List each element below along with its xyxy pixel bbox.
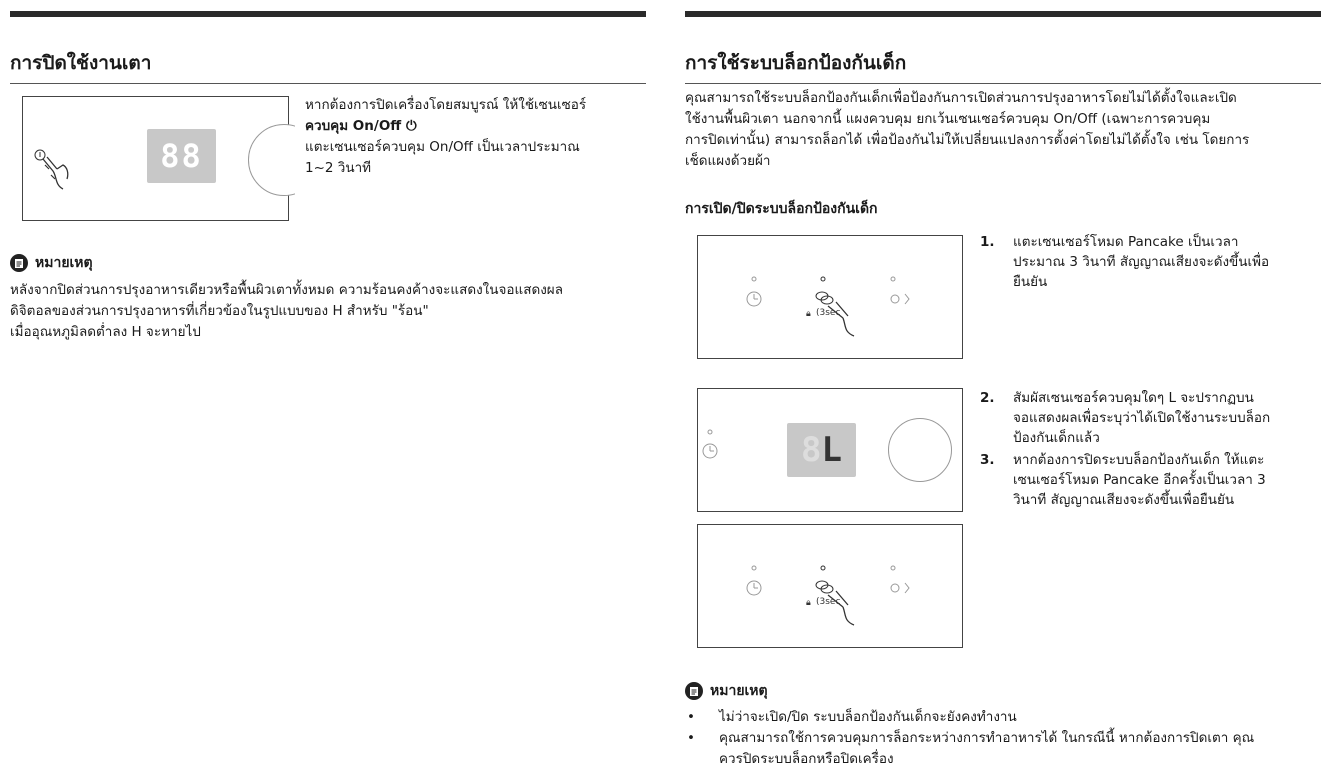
- cooktop-panel-illustration: [22, 96, 289, 221]
- control-knob: [888, 418, 952, 482]
- note-icon: [685, 682, 703, 700]
- step-3: 3. หากต้องการปิดระบบล็อกป้องกันเด็ก ให้แตะ เซนเซอร์โหมด Pancake อีกครั้งเป็นเวลา 3 วินาที สัญญาณเสียงจะดังขึ้นเพื่อยืนยัน: [980, 452, 1266, 508]
- note-line: เมื่ออุณหภูมิลดต่ำลง H จะหายไป: [10, 324, 201, 340]
- note-line: หลังจากปิดส่วนการปรุงอาหารเดียวหรือพื้นผิวเตาทั้งหมด ความร้อนคงค้างจะแสดงในจอแสดงผล: [10, 282, 563, 298]
- note-title: หมายเหตุ: [710, 683, 768, 699]
- timer-icon: [702, 429, 722, 465]
- instruction-line-1: หากต้องการปิดเครื่องโดยสมบูรณ์ ให้ใช้เซนเซอร์: [305, 97, 587, 113]
- digit-display: 88: [147, 129, 216, 183]
- control-panel-illustration-1: [697, 235, 963, 359]
- note-title: หมายเหตุ: [35, 255, 93, 271]
- instruction-line-3: แตะเซนเซอร์ควบคุม On/Off เป็นเวลาประมาณ: [305, 139, 580, 155]
- intro-line: เช็ดแผงด้วยผ้า: [685, 153, 771, 169]
- control-panel-illustration-2: [697, 388, 963, 512]
- turn-off-instructions: [305, 95, 645, 179]
- control-panel-illustration-3: [697, 524, 963, 648]
- note-icon: [10, 254, 28, 272]
- instruction-line-4: 1~2 วินาที: [305, 160, 372, 176]
- note-line: ดิจิตอลของส่วนการปรุงอาหารที่เกี่ยวข้องในรูปแบบของ H สำหรับ "ร้อน": [10, 303, 429, 319]
- note-body-left: [10, 280, 646, 343]
- top-rule: [685, 11, 1321, 17]
- touch-hand-icon: [31, 145, 91, 205]
- lock-display: [787, 423, 856, 477]
- control-panel-icons: [698, 525, 964, 649]
- note-list-right: [685, 707, 1315, 770]
- subheading-child-lock-toggle: การเปิด/ปิดระบบล็อกป้องกันเด็ก: [685, 201, 878, 217]
- right-column: [685, 0, 1321, 782]
- section-title-child-lock: การใช้ระบบล็อกป้องกันเด็ก: [685, 48, 1321, 84]
- lock-icon: 🔒︎: [806, 598, 811, 608]
- section-title-turn-off: การปิดใช้งานเตา: [10, 48, 646, 84]
- lock-icon: 🔒︎: [806, 309, 811, 319]
- child-lock-intro: [685, 88, 1321, 172]
- lock-duration-label: (3sec: [816, 597, 841, 607]
- top-rule: [10, 11, 646, 17]
- child-lock-steps-2: [980, 388, 1320, 510]
- note-heading-left: [10, 252, 93, 274]
- step-2: 2. สัมผัสเซนเซอร์ควบคุมใดๆ L จะปรากฏบน จอแสดงผลเพื่อระบุว่าได้เปิดใช้งานระบบล็อก ป้องกันเด็กแล้ว: [980, 390, 1271, 446]
- list-item: • คุณสามารถใช้การควบคุมการล็อกระหว่างการทำอาหารได้ ในกรณีนี้ หากต้องการปิดเตา คุณ ควรปิดระบบล็อกหรือปิดเครื่อง: [685, 728, 1315, 770]
- instruction-line-2: ควบคุม On/Off ⏻: [305, 118, 417, 134]
- display-ghost-digit: 8: [801, 430, 822, 470]
- display-lock-letter: L: [821, 430, 842, 470]
- list-item: • ไม่ว่าจะเปิด/ปิด ระบบล็อกป้องกันเด็กจะยังคงทำงาน: [685, 707, 1315, 728]
- intro-line: คุณสามารถใช้ระบบล็อกป้องกันเด็กเพื่อป้องกันการเปิดส่วนการปรุงอาหารโดยไม่ได้ตั้งใจและเปิด: [685, 90, 1237, 106]
- control-panel-icons: [698, 236, 964, 360]
- intro-line: การปิดเท่านั้น) สามารถล็อกได้ เพื่อป้องกันไม่ให้เปลี่ยนแปลงการตั้งค่าโดยไม่ได้ตั้งใจ เช่น โดยการ: [685, 132, 1250, 148]
- power-icon: ⏻: [405, 118, 417, 134]
- intro-line: ใช้งานพื้นผิวเตา นอกจากนี้ แผงควบคุม ยกเว้นเซนเซอร์ควบคุม On/Off (เฉพาะการควบคุม: [685, 111, 1211, 127]
- child-lock-steps: [980, 232, 1320, 292]
- lock-duration-label: (3sec: [816, 308, 841, 318]
- left-column: [10, 0, 646, 782]
- note-heading-right: [685, 680, 768, 702]
- step-1: 1. แตะเซนเซอร์โหมด Pancake เป็นเวลา ประมาณ 3 วินาที สัญญาณเสียงจะดังขึ้นเพื่อ ยืนยัน: [980, 234, 1270, 290]
